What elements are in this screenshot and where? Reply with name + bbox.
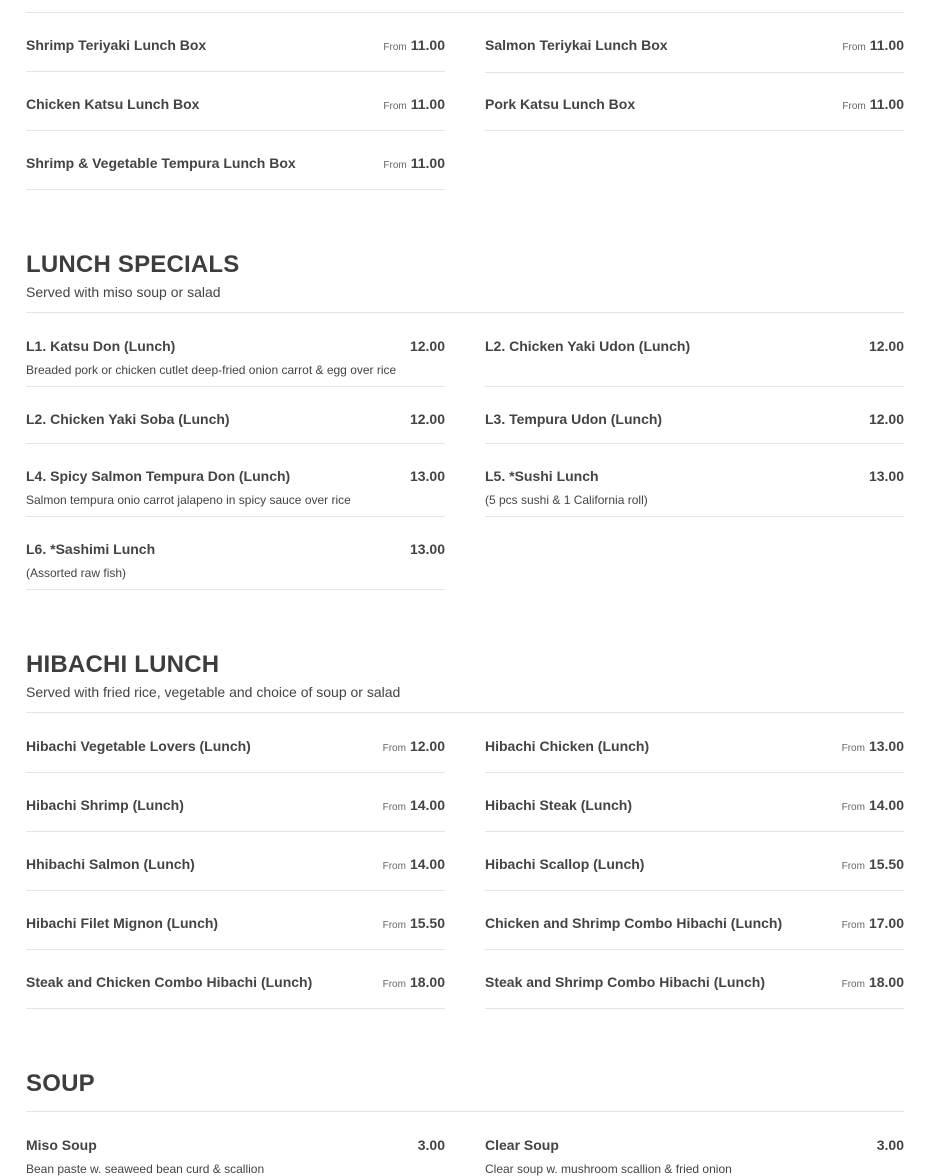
from-label: From: [841, 743, 865, 754]
item-price: [383, 797, 445, 813]
item-price: 12.00: [868, 411, 904, 427]
item-name: L2. Chicken Yaki Udon (Lunch): [485, 338, 691, 354]
menu-item[interactable]: [26, 19, 445, 72]
item-name: L4. Spicy Salmon Tempura Don (Lunch): [26, 468, 291, 484]
price-value: 18.00: [409, 974, 445, 990]
menu-item[interactable]: [26, 720, 445, 773]
menu-item[interactable]: [26, 1119, 445, 1176]
item-name: L1. Katsu Don (Lunch): [26, 338, 176, 354]
section-title-hibachi-lunch: HIBACHI LUNCH: [26, 651, 220, 678]
item-price: [383, 155, 445, 171]
section-title-lunch-specials: LUNCH SPECIALS: [26, 251, 240, 278]
section-title-soup: SOUP: [26, 1070, 95, 1097]
menu-item[interactable]: [485, 78, 904, 131]
from-label: From: [841, 861, 865, 872]
item-price: [842, 856, 904, 872]
item-name: Steak and Chicken Combo Hibachi (Lunch): [26, 974, 313, 990]
menu-item[interactable]: [26, 393, 445, 444]
from-label: From: [841, 920, 865, 931]
item-name: Hibachi Shrimp (Lunch): [26, 797, 184, 813]
from-label: From: [841, 979, 865, 990]
item-description: Clear soup w. mushroom scallion & fried onion: [485, 1162, 732, 1176]
from-label: From: [841, 802, 865, 813]
item-price: [383, 37, 445, 53]
menu-item[interactable]: [26, 320, 445, 387]
item-description: Salmon tempura onio carrot jalapeno in spicy sauce over rice: [26, 493, 351, 507]
item-price: [842, 96, 904, 112]
item-name: L2. Chicken Yaki Soba (Lunch): [26, 411, 230, 427]
item-description: Breaded pork or chicken cutlet deep-fried onion carrot & egg over rice: [26, 363, 397, 377]
menu-item[interactable]: [485, 450, 904, 517]
menu-item[interactable]: [485, 393, 904, 444]
item-price: 12.00: [409, 411, 445, 427]
price-value: 13.00: [868, 738, 904, 754]
menu-item[interactable]: [26, 897, 445, 950]
item-name: Steak and Shrimp Combo Hibachi (Lunch): [485, 974, 766, 990]
menu-item[interactable]: [485, 320, 904, 387]
item-price: 12.00: [868, 338, 904, 354]
section-divider: [26, 712, 904, 713]
section-divider: [26, 12, 904, 13]
item-price: 12.00: [409, 338, 445, 354]
item-price: [383, 738, 445, 754]
item-name: Hibachi Vegetable Lovers (Lunch): [26, 738, 251, 754]
item-name: Shrimp Teriyaki Lunch Box: [26, 37, 207, 53]
price-value: 14.00: [868, 797, 904, 813]
item-name: Hibachi Filet Mignon (Lunch): [26, 915, 219, 931]
item-price: [842, 974, 904, 990]
item-name: Hibachi Scallop (Lunch): [485, 856, 645, 872]
price-value: 14.00: [409, 797, 445, 813]
from-label: From: [842, 42, 866, 53]
price-value: 15.50: [409, 915, 445, 931]
menu-item[interactable]: [26, 838, 445, 891]
item-name: Hhibachi Salmon (Lunch): [26, 856, 195, 872]
item-name: Miso Soup: [26, 1137, 97, 1153]
from-label: From: [382, 920, 406, 931]
item-name: Chicken Katsu Lunch Box: [26, 96, 200, 112]
price-value: 11.00: [410, 96, 445, 112]
section-divider: [26, 1111, 904, 1112]
price-value: 11.00: [869, 96, 904, 112]
section-subtitle: Served with miso soup or salad: [26, 284, 221, 300]
price-value: 11.00: [410, 155, 445, 171]
from-label: From: [842, 101, 866, 112]
item-name: L6. *Sashimi Lunch: [26, 541, 156, 557]
price-value: 17.00: [868, 915, 904, 931]
item-price: [842, 37, 904, 53]
section-subtitle: Served with fried rice, vegetable and choice of soup or salad: [26, 684, 401, 700]
from-label: From: [382, 743, 406, 754]
item-price: 13.00: [868, 468, 904, 484]
item-name: L5. *Sushi Lunch: [485, 468, 599, 484]
menu-item[interactable]: [26, 78, 445, 131]
item-price: 3.00: [417, 1137, 445, 1153]
menu-item[interactable]: [26, 956, 445, 1009]
menu-item[interactable]: [485, 838, 904, 891]
menu-item[interactable]: [26, 450, 445, 517]
item-name: Salmon Teriykai Lunch Box: [485, 37, 668, 53]
price-value: 11.00: [410, 37, 445, 53]
from-label: From: [382, 979, 406, 990]
item-description: (5 pcs sushi & 1 California roll): [485, 493, 648, 507]
menu-item[interactable]: [26, 523, 445, 590]
price-value: 15.50: [868, 856, 904, 872]
menu-item[interactable]: [485, 956, 904, 1009]
item-price: [842, 738, 904, 754]
item-name: Clear Soup: [485, 1137, 559, 1153]
item-price: 13.00: [409, 468, 445, 484]
item-description: Bean paste w. seaweed bean curd & scallion: [26, 1162, 265, 1176]
price-value: 18.00: [868, 974, 904, 990]
item-price: [383, 974, 445, 990]
item-description: (Assorted raw fish): [26, 566, 127, 580]
item-price: [383, 96, 445, 112]
price-value: 12.00: [409, 738, 445, 754]
from-label: From: [383, 101, 407, 112]
price-value: 14.00: [409, 856, 445, 872]
item-price: [842, 797, 904, 813]
section-divider: [26, 312, 904, 313]
menu-item[interactable]: [26, 137, 445, 190]
from-label: From: [382, 802, 406, 813]
item-name: Chicken and Shrimp Combo Hibachi (Lunch): [485, 915, 783, 931]
item-price: [383, 915, 445, 931]
item-price: 13.00: [409, 541, 445, 557]
menu-item[interactable]: [26, 779, 445, 832]
menu-item[interactable]: [485, 720, 904, 773]
from-label: From: [383, 42, 407, 53]
item-name: Pork Katsu Lunch Box: [485, 96, 636, 112]
menu-item[interactable]: [485, 897, 904, 950]
item-name: Shrimp & Vegetable Tempura Lunch Box: [26, 155, 296, 171]
price-value: 11.00: [869, 37, 904, 53]
menu-item[interactable]: [485, 779, 904, 832]
menu-item[interactable]: [485, 1119, 904, 1176]
from-label: From: [383, 160, 407, 171]
item-name: L3. Tempura Udon (Lunch): [485, 411, 663, 427]
item-price: [842, 915, 904, 931]
from-label: From: [382, 861, 406, 872]
item-name: Hibachi Chicken (Lunch): [485, 738, 650, 754]
item-price: [383, 856, 445, 872]
item-name: Hibachi Steak (Lunch): [485, 797, 633, 813]
item-price: 3.00: [876, 1137, 904, 1153]
menu-item[interactable]: [485, 19, 904, 73]
